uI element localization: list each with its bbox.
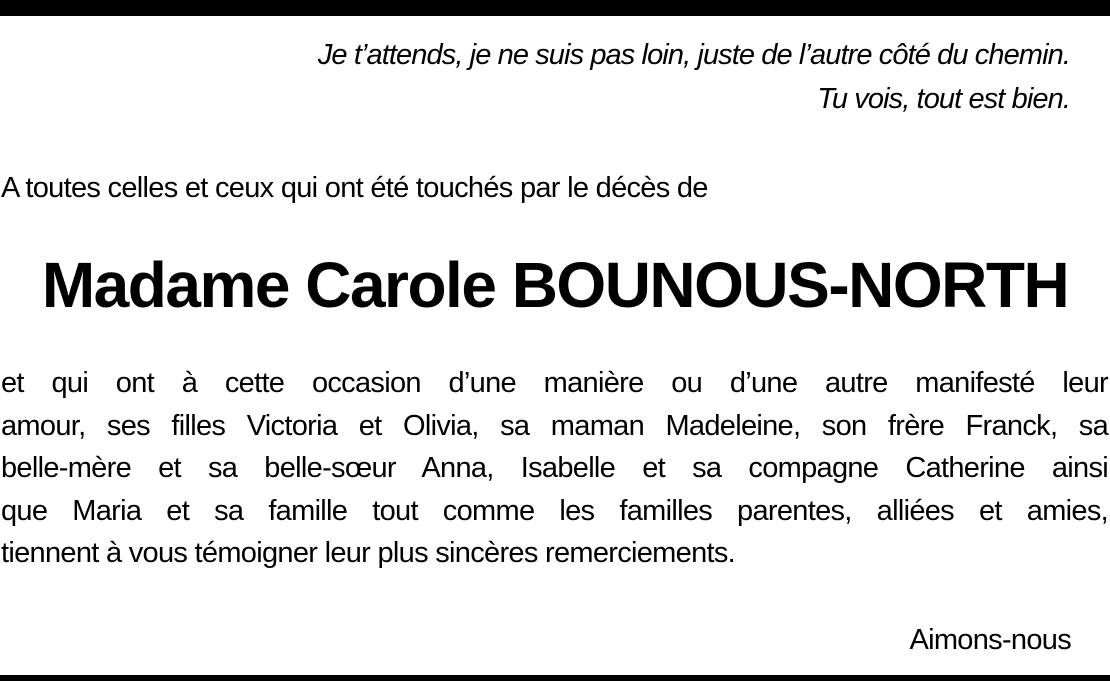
intro-text: A toutes celles et ceux qui ont été touchés par le décès de — [1, 172, 708, 204]
paragraph-line: belle-mère et sa belle-sœur Anna, Isabelle et sa compagne Catherine ainsi — [1, 452, 1108, 484]
paragraph-line: que Maria et sa famille tout comme les familles parentes, alliées et amies, — [1, 494, 1108, 527]
paragraph-line: tiennent à vous témoigner leur plus sincères remerciements. — [1, 537, 736, 569]
paragraph-line: amour, ses filles Victoria et Olivia, sa maman Madeleine, son frère Franck, sa — [1, 409, 1108, 442]
top-border — [0, 0, 1110, 16]
quote-line-2: Tu vois, tout est bien. — [817, 83, 1070, 115]
bottom-border — [0, 675, 1110, 681]
paragraph-line: et qui ont à cette occasion d’une manière ou d’une autre manifesté leur — [1, 367, 1108, 399]
quote-line-1: Je t’attends, je ne suis pas loin, juste de l’autre côté du chemin. — [317, 39, 1070, 71]
epigraph-quote — [70, 33, 1070, 121]
deceased-name: Madame Carole BOUNOUS-NORTH — [41, 249, 1069, 321]
thanks-paragraph — [1, 362, 1108, 575]
closing-signature: Aimons-nous — [909, 624, 1071, 656]
